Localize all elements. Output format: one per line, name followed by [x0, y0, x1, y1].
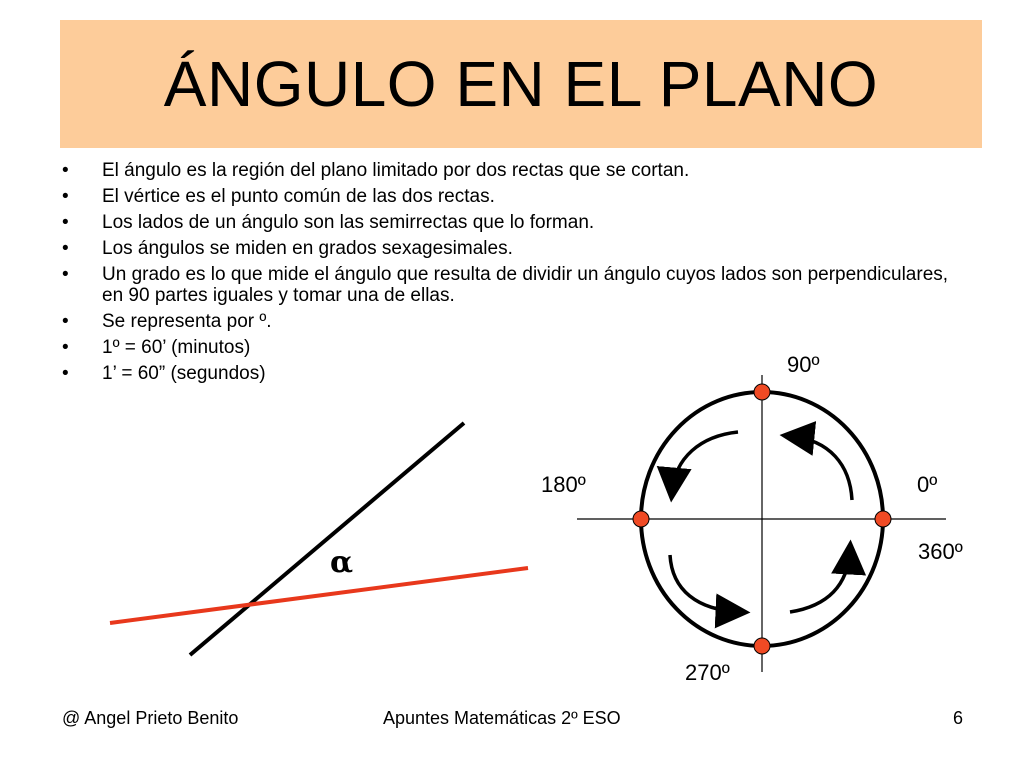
- bullet-text: El ángulo es la región del plano limitado por dos rectas que se cortan.: [102, 160, 690, 181]
- angle-diagram: [110, 423, 528, 655]
- bullet-dot: •: [62, 212, 69, 233]
- bullet-dot: •: [62, 311, 69, 332]
- bullet-text: Los ángulos se miden en grados sexagesimales.: [102, 238, 513, 259]
- point-90: [754, 384, 770, 400]
- arrow-bottom-left: [670, 555, 740, 612]
- angle-symbol: α: [330, 545, 354, 580]
- bullet-text: Un grado es lo que mide el ángulo que resulta de dividir un ángulo cuyos lados son perpendiculares, en 90 partes iguales y tomar una de ellas.: [102, 264, 949, 306]
- footer-page-number: 6: [953, 708, 964, 728]
- bullet-dot: •: [62, 264, 69, 285]
- label-360: 360º: [918, 539, 963, 564]
- bullet-dot: •: [62, 337, 69, 358]
- bullet-text: 1º = 60’ (minutos): [102, 337, 251, 358]
- bullet-text: El vértice es el punto común de las dos rectas.: [102, 186, 495, 207]
- footer-course: Apuntes Matemáticas 2º ESO: [383, 708, 621, 728]
- angle-line-red: [110, 568, 528, 623]
- label-0: 0º: [917, 472, 938, 497]
- bullet-text: Los lados de un ángulo son las semirrectas que lo forman.: [102, 212, 595, 233]
- arrow-top-left: [672, 432, 738, 492]
- bullet-dot: •: [62, 238, 69, 259]
- arrow-top-right: [790, 436, 852, 500]
- label-180: 180º: [541, 472, 586, 497]
- bullet-dot: •: [62, 186, 69, 207]
- label-90: 90º: [787, 352, 820, 377]
- point-270: [754, 638, 770, 654]
- bullet-dot: •: [62, 160, 69, 181]
- footer-author: @ Angel Prieto Benito: [62, 708, 239, 728]
- bullet-dot: •: [62, 363, 69, 384]
- arrow-bottom-right: [790, 550, 850, 612]
- point-0: [875, 511, 891, 527]
- label-270: 270º: [685, 660, 730, 685]
- bullet-text: Se representa por º.: [102, 311, 272, 332]
- bullet-text: 1’ = 60” (segundos): [102, 363, 266, 384]
- angle-line-black: [190, 423, 464, 655]
- circle-diagram: [577, 375, 946, 672]
- slide-title: ÁNGULO EN EL PLANO: [163, 48, 879, 120]
- point-180: [633, 511, 649, 527]
